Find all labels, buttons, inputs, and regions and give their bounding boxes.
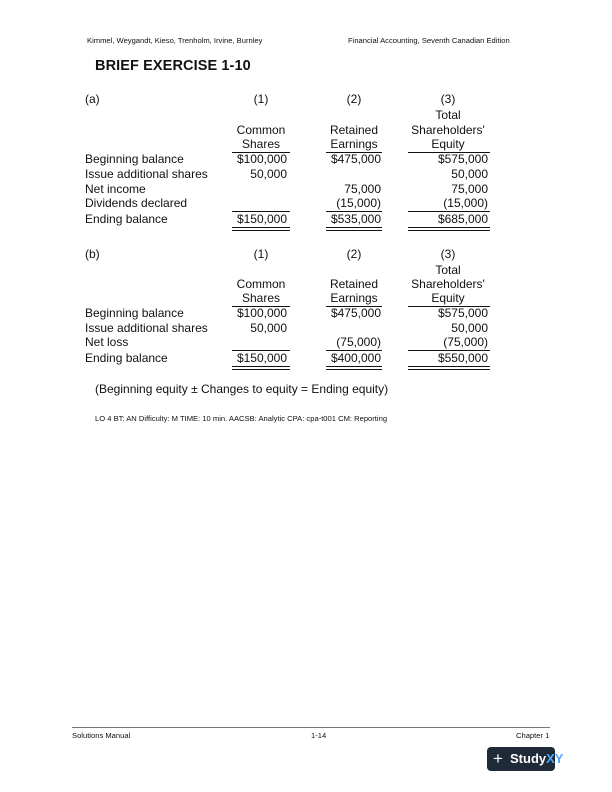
cell-value: [225, 335, 287, 350]
column-header-row: [85, 263, 505, 278]
total-double-rule: [326, 227, 382, 231]
plus-icon: +: [493, 749, 503, 768]
column-number: (2): [346, 247, 362, 261]
column-header: Common: [236, 277, 286, 291]
column-number: (3): [440, 247, 456, 261]
total-double-rule: [408, 366, 490, 370]
table-row: [85, 335, 505, 350]
cell-value: $535,000: [330, 212, 381, 226]
column-number: (3): [440, 92, 456, 106]
table-row: [85, 152, 505, 167]
column-header-row: [85, 277, 505, 292]
footer-left: Solutions Manual: [72, 731, 131, 740]
column-header: Shares: [241, 137, 281, 151]
ending-balance-row: [85, 351, 505, 366]
row-label: Beginning balance: [85, 306, 184, 320]
column-header-row: [85, 137, 505, 152]
cell-value: $100,000: [236, 306, 287, 320]
cell-value: 50,000: [250, 321, 287, 335]
column-header: Equity: [431, 137, 465, 151]
cell-value: [225, 196, 287, 211]
cell-value: 75,000: [451, 182, 488, 196]
cell-value: $575,000: [437, 152, 488, 166]
column-header: Retained: [329, 123, 379, 137]
cell-value: 50,000: [451, 321, 488, 335]
part-label: (b): [85, 247, 100, 261]
column-number: (1): [253, 92, 269, 106]
equity-formula: (Beginning equity ± Changes to equity = Ending equity): [95, 382, 389, 396]
cell-value: $685,000: [437, 212, 488, 226]
column-header: Shares: [241, 291, 281, 305]
column-header: Equity: [431, 291, 465, 305]
cell-value: 50,000: [250, 167, 287, 181]
total-double-rule: [326, 366, 382, 370]
studyxy-logo-badge: [487, 747, 564, 771]
column-header: Total: [435, 263, 461, 277]
exercise-title: BRIEF EXERCISE 1-10: [95, 58, 251, 74]
cell-value: (75,000): [336, 335, 381, 349]
column-header: Shareholders': [411, 277, 485, 291]
footer-right: Chapter 1: [516, 731, 550, 740]
column-header: Shareholders': [411, 123, 485, 137]
column-header-row: [85, 291, 505, 306]
column-number: (1): [253, 247, 269, 261]
cell-value: (15,000): [443, 196, 488, 210]
cell-value: (15,000): [336, 196, 381, 210]
cell-value: $550,000: [437, 351, 488, 365]
table-row: [85, 306, 505, 321]
logo-text: StudyXY: [510, 751, 564, 766]
part-label: (a): [85, 92, 100, 106]
row-label: Beginning balance: [85, 152, 184, 166]
row-label: Net income: [85, 182, 146, 196]
table-row: [85, 182, 505, 197]
column-header: Retained: [329, 277, 379, 291]
header-book-title: Financial Accounting, Seventh Canadian Edition: [348, 36, 510, 45]
row-label: Ending balance: [85, 212, 168, 226]
column-header: Earnings: [330, 291, 378, 305]
column-header: Total: [435, 108, 461, 122]
column-number-row: [85, 247, 505, 262]
cell-value: $575,000: [437, 306, 488, 320]
total-double-rule: [408, 227, 490, 231]
cell-value: (75,000): [443, 335, 488, 349]
table-row: [85, 196, 505, 211]
column-number-row: [85, 92, 505, 107]
cell-value: $150,000: [236, 212, 287, 226]
footer-divider: [72, 727, 550, 728]
row-label: Ending balance: [85, 351, 168, 365]
row-label: Issue additional shares: [85, 167, 208, 181]
column-header: Common: [236, 123, 286, 137]
column-header: Earnings: [330, 137, 378, 151]
cell-value: $475,000: [330, 306, 381, 320]
cell-value: 50,000: [451, 167, 488, 181]
header-authors: Kimmel, Weygandt, Kieso, Trenholm, Irvine, Burnley: [87, 36, 263, 45]
cell-value: $475,000: [330, 152, 381, 166]
footer-page-number: 1-14: [311, 731, 327, 740]
cell-value: [319, 321, 381, 336]
cell-value: [319, 167, 381, 182]
cell-value: $100,000: [236, 152, 287, 166]
total-double-rule: [232, 366, 290, 370]
row-label: Dividends declared: [85, 196, 188, 210]
column-number: (2): [346, 92, 362, 106]
cell-value: [225, 182, 287, 197]
row-label: Issue additional shares: [85, 321, 208, 335]
column-header-row: [85, 123, 505, 138]
total-double-rule: [232, 227, 290, 231]
cell-value: $150,000: [236, 351, 287, 365]
row-label: Net loss: [85, 335, 129, 349]
column-header-row: [85, 108, 505, 123]
ending-balance-row: [85, 212, 505, 227]
cell-value: $400,000: [330, 351, 381, 365]
table-row: [85, 167, 505, 182]
table-row: [85, 321, 505, 336]
learning-objective-meta: LO 4 BT: AN Difficulty: M TIME: 10 min. AACSB: Analytic CPA: cpa-t001 CM: Reporting: [95, 414, 388, 423]
cell-value: 75,000: [344, 182, 381, 196]
